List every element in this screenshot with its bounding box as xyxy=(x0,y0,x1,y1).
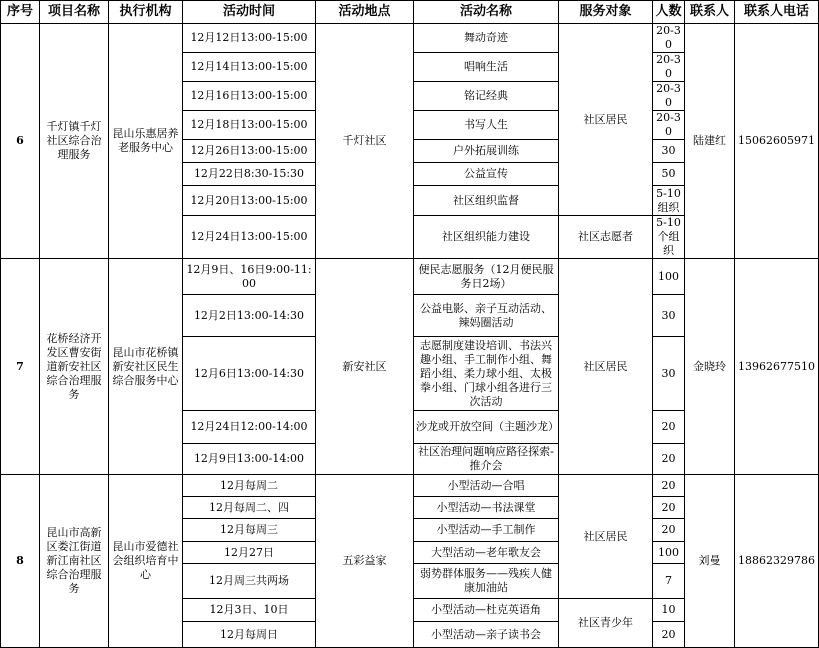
count-cell: 7 xyxy=(653,564,685,599)
count-cell: 20 xyxy=(653,475,685,497)
header-org: 执行机构 xyxy=(109,1,183,24)
project-name-cell: 花桥经济开发区曹安街道新安社区综合治理服务 xyxy=(40,259,109,475)
count-cell: 50 xyxy=(653,163,685,186)
activity-cell: 舞动奇迹 xyxy=(414,24,559,53)
seq-cell: 7 xyxy=(1,259,40,475)
header-activity: 活动名称 xyxy=(414,1,559,24)
count-cell: 10 xyxy=(653,599,685,622)
time-cell: 12月每周日 xyxy=(183,622,316,648)
activity-cell: 弱势群体服务——残疾人健康加油站 xyxy=(414,564,559,599)
location-cell: 新安社区 xyxy=(316,259,414,475)
time-cell: 12月14日13:00-15:00 xyxy=(183,53,316,82)
activity-cell: 大型活动—老年歌友会 xyxy=(414,542,559,564)
target-cell: 社区志愿者 xyxy=(559,216,653,259)
time-cell: 12月24日12:00-14:00 xyxy=(183,411,316,444)
contact-cell: 陆建红 xyxy=(685,24,735,259)
phone-cell: 18862329786 xyxy=(735,475,819,648)
activity-cell: 沙龙或开放空间（主题沙龙） xyxy=(414,411,559,444)
activity-cell: 公益宣传 xyxy=(414,163,559,186)
header-target: 服务对象 xyxy=(559,1,653,24)
time-cell: 12月9日13:00-14:00 xyxy=(183,444,316,475)
activity-cell: 小型活动—手工制作 xyxy=(414,519,559,542)
count-cell: 20-30 xyxy=(653,24,685,53)
table-row xyxy=(1,24,819,53)
header-contact: 联系人 xyxy=(685,1,735,24)
header-phone: 联系人电话 xyxy=(735,1,819,24)
target-cell: 社区青少年 xyxy=(559,599,653,648)
count-cell: 20 xyxy=(653,519,685,542)
activity-cell: 小型活动—杜克英语角 xyxy=(414,599,559,622)
time-cell: 12月27日 xyxy=(183,542,316,564)
count-cell: 20-30 xyxy=(653,82,685,111)
activity-cell: 唱响生活 xyxy=(414,53,559,82)
project-name-cell: 昆山市高新区娄江街道新江南社区综合治理服务 xyxy=(40,475,109,648)
activity-cell: 小型活动—合唱 xyxy=(414,475,559,497)
target-cell: 社区居民 xyxy=(559,24,653,216)
location-cell: 五彩益家 xyxy=(316,475,414,648)
time-cell: 12月2日13:00-14:30 xyxy=(183,295,316,337)
count-cell: 100 xyxy=(653,259,685,295)
count-cell: 20 xyxy=(653,622,685,648)
time-cell: 12月12日13:00-15:00 xyxy=(183,24,316,53)
org-cell: 昆山市花桥镇新安社区民生综合服务中心 xyxy=(109,259,183,475)
org-cell: 昆山乐惠居养老服务中心 xyxy=(109,24,183,259)
count-cell: 20-30 xyxy=(653,53,685,82)
time-cell: 12月周三共两场 xyxy=(183,564,316,599)
time-cell: 12月24日13:00-15:00 xyxy=(183,216,316,259)
table-row xyxy=(1,475,819,497)
header-count: 人数 xyxy=(653,1,685,24)
time-cell: 12月16日13:00-15:00 xyxy=(183,82,316,111)
contact-cell: 金晓玲 xyxy=(685,259,735,475)
seq-cell: 8 xyxy=(1,475,40,648)
target-cell: 社区居民 xyxy=(559,475,653,599)
activity-cell: 社区治理问题响应路径探索-推介会 xyxy=(414,444,559,475)
activity-cell: 小型活动—亲子读书会 xyxy=(414,622,559,648)
count-cell: 20-30 xyxy=(653,111,685,140)
activity-cell: 社区组织监督 xyxy=(414,186,559,216)
activity-cell: 书写人生 xyxy=(414,111,559,140)
header-time: 活动时间 xyxy=(183,1,316,24)
time-cell: 12月26日13:00-15:00 xyxy=(183,140,316,163)
project-name-cell: 千灯镇千灯社区综合治理服务 xyxy=(40,24,109,259)
table-row xyxy=(1,259,819,295)
time-cell: 12月每周二 xyxy=(183,475,316,497)
activity-cell: 便民志愿服务（12月便民服务日2场） xyxy=(414,259,559,295)
header-project-name: 项目名称 xyxy=(40,1,109,24)
activity-cell: 公益电影、亲子互动活动、辣妈圈活动 xyxy=(414,295,559,337)
time-cell: 12月3日、10日 xyxy=(183,599,316,622)
count-cell: 20 xyxy=(653,497,685,519)
count-cell: 30 xyxy=(653,337,685,411)
activity-cell: 志愿制度建设培训、书法兴趣小组、手工制作小组、舞蹈小组、柔力球小组、太极拳小组、门球小组各进行三次活动 xyxy=(414,337,559,411)
count-cell: 100 xyxy=(653,542,685,564)
count-cell: 20 xyxy=(653,444,685,475)
time-cell: 12月18日13:00-15:00 xyxy=(183,111,316,140)
org-cell: 昆山市爱德社会组织培育中心 xyxy=(109,475,183,648)
activity-cell: 户外拓展训练 xyxy=(414,140,559,163)
count-cell: 30 xyxy=(653,295,685,337)
header-row xyxy=(1,1,819,24)
target-cell: 社区居民 xyxy=(559,259,653,475)
phone-cell: 15062605971 xyxy=(735,24,819,259)
count-cell: 5-10组织 xyxy=(653,186,685,216)
count-cell: 30 xyxy=(653,140,685,163)
header-seq: 序号 xyxy=(1,1,40,24)
contact-cell: 刘曼 xyxy=(685,475,735,648)
activity-cell: 小型活动—书法课堂 xyxy=(414,497,559,519)
count-cell: 20 xyxy=(653,411,685,444)
time-cell: 12月22日8:30-15:30 xyxy=(183,163,316,186)
time-cell: 12月9日、16日9:00-11:00 xyxy=(183,259,316,295)
seq-cell: 6 xyxy=(1,24,40,259)
time-cell: 12月20日13:00-15:00 xyxy=(183,186,316,216)
activity-cell: 铭记经典 xyxy=(414,82,559,111)
count-cell: 5-10个组织 xyxy=(653,216,685,259)
header-location: 活动地点 xyxy=(316,1,414,24)
location-cell: 千灯社区 xyxy=(316,24,414,259)
phone-cell: 13962677510 xyxy=(735,259,819,475)
time-cell: 12月6日13:00-14:30 xyxy=(183,337,316,411)
time-cell: 12月每周二、四 xyxy=(183,497,316,519)
time-cell: 12月每周三 xyxy=(183,519,316,542)
activity-cell: 社区组织能力建设 xyxy=(414,216,559,259)
